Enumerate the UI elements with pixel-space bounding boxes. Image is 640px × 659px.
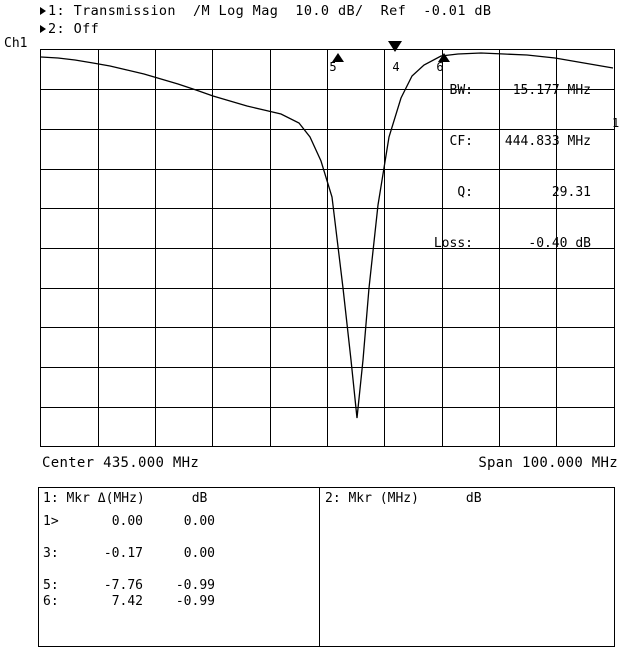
readout-row-bw: BW: 15.177 MHz	[449, 83, 591, 98]
table-divider	[319, 488, 320, 646]
table-row[interactable]: 3: -0.17 0.00	[43, 546, 215, 561]
trace1-settings[interactable]	[40, 3, 491, 19]
marker-4-triangle[interactable]	[388, 41, 402, 52]
marker-table1-header: 1: Mkr Δ(MHz) dB	[43, 491, 208, 506]
marker-table2-header: 2: Mkr (MHz) dB	[325, 491, 482, 506]
channel-label: Ch1	[4, 36, 28, 51]
table-row[interactable]: 5: -7.76 -0.99	[43, 578, 215, 593]
table-row[interactable]: 6: 7.42 -0.99	[43, 594, 215, 609]
trace-inactive-marker-icon	[40, 25, 46, 33]
marker-5-label: 5	[329, 60, 337, 74]
readout-row-loss: Loss: -0.40 dB	[433, 236, 591, 251]
span-label[interactable]: Span 100.000 MHz	[478, 455, 618, 471]
marker-6-label: 6	[436, 60, 444, 74]
table-row[interactable]: 1> 0.00 0.00	[43, 514, 215, 529]
readout-row-cf: CF: 444.833 MHz	[449, 134, 591, 149]
trace2-settings-label: 2: Off	[48, 21, 100, 37]
channel-right-label: 1	[612, 116, 620, 130]
trace2-settings[interactable]	[40, 21, 99, 37]
marker-4-label: 4	[392, 60, 400, 74]
center-frequency-label[interactable]: Center 435.000 MHz	[42, 455, 200, 471]
trace-active-marker-icon	[40, 7, 46, 15]
trace1-settings-label: 1: Transmission /M Log Mag 10.0 dB/ Ref -0.01 dB	[48, 3, 492, 19]
bandwidth-readout	[415, 48, 591, 286]
marker-table	[38, 487, 615, 647]
readout-row-q: Q: 29.31	[457, 185, 591, 200]
